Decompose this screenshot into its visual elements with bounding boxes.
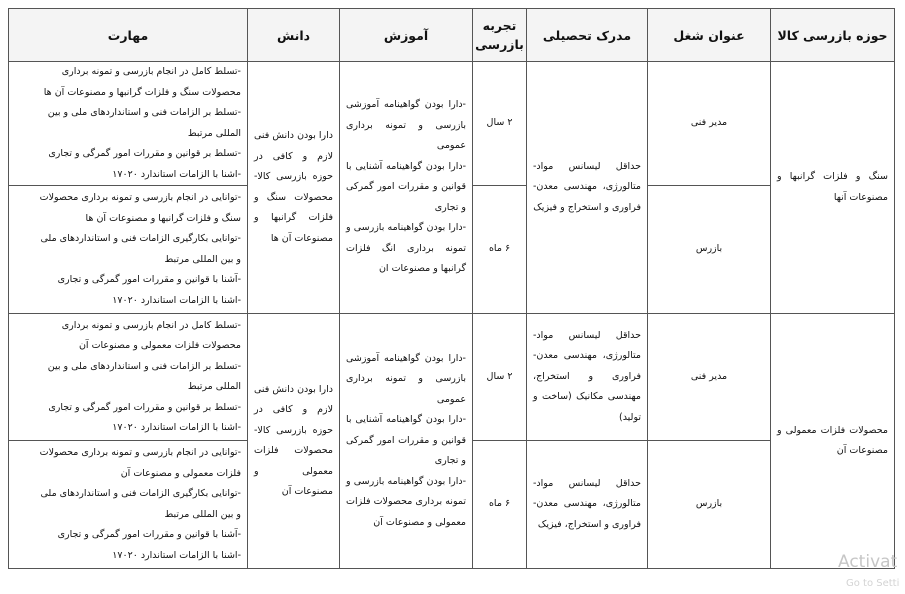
- skill-line: -اشنا با الزامات استاندارد ۱۷۰۲۰: [112, 168, 241, 180]
- experience-cell: ۶ ماه: [473, 186, 527, 314]
- skill-line: -تسلط بر قوانین و مقررات امور گمرگی و تجاری: [48, 148, 241, 159]
- skill-line: -توانایی در انجام بازرسی و تمونه برداری محصولات: [39, 192, 241, 203]
- skill-cell: [9, 186, 248, 314]
- skill-line: -اشنا با الزامات استاندارد ۱۷۰۲۰: [112, 549, 241, 561]
- activation-watermark-subtext: Go to Setti: [846, 578, 900, 589]
- skill-line: فلزات معمولی و مصنوعات آن: [120, 467, 241, 479]
- header-experience: تجربه بازرسی: [473, 9, 527, 62]
- skill-line: -اشنا با الزامات استاندارد ۱۷۰۲۰: [112, 294, 241, 306]
- job-title-cell: بازرس: [648, 441, 771, 569]
- header-field: حوزه بازرسی کالا: [771, 9, 895, 62]
- degree-cell: حداقل لیسانس مواد- متالورژی، مهندسی معدن- فراوری و استخراج، فیزیک: [527, 441, 648, 569]
- activation-watermark: Activat: [838, 552, 898, 572]
- table-row: [9, 314, 895, 441]
- field-cell: سنگ و فلزات گرانبها و مصنوعات آنها: [771, 62, 895, 314]
- degree-cell: حداقل لیسانس مواد- متالورژی، مهندسی معدن- فراوری و استخراج و فیزیک: [527, 62, 648, 314]
- header-row: [9, 9, 895, 62]
- table-row: [9, 62, 895, 186]
- skill-line: -تسلط بر قوانین و مقررات امور گمرگی و تجاری: [48, 401, 241, 413]
- skill-cell: [9, 62, 248, 186]
- training-cell: -دارا بودن گواهینامه آموزشی بازرسی و تمونه برداری عمومی -دارا بودن گواهینامه آشنایی با قوانین و مقررات امور گمرکی و تجاری -دارا بودن گواهینامه بازرسی و تمونه برداری محصولات فلزات معمولی و مصنوعات آن: [340, 314, 473, 569]
- qualification-table: [8, 8, 895, 569]
- skill-cell: [9, 441, 248, 569]
- header-training: آموزش: [340, 9, 473, 62]
- skill-line: -توانایی بکارگیری الزامات فنی و استانداردهای ملی: [40, 233, 241, 244]
- header-skill: مهارت: [9, 9, 248, 62]
- training-cell: -دارا بودن گواهینامه آموزشی بازرسی و تمونه برداری عمومی -دارا بودن گواهینامه آشنایی با قوانین و مقررات امور گمرکی و تجاری -دارا بودن گواهینامه بازرسی و تمونه برداری انگ فلزات گرانبها و مصنوعات ان: [340, 62, 473, 314]
- skill-cell: [9, 314, 248, 441]
- skill-line: و بین المللی مرتبط: [164, 253, 241, 265]
- skill-line: -اشنا با الزامات استاندارد ۱۷۰۲۰: [112, 422, 241, 433]
- header-degree: مدرک تحصیلی: [527, 9, 648, 62]
- skill-line: محصولات سنگ و فلزات گرانبها و مصنوعات آن ها: [43, 86, 241, 98]
- job-title-cell: بازرس: [648, 186, 771, 314]
- skill-line: -تسلط کامل در انجام بازرسی و تمونه برداری: [61, 66, 241, 77]
- knowledge-cell: دارا بودن دانش فنی لازم و کافی در حوزه بازرسی کالا- محصولات فلزات معمولی و مصنوعات آن: [248, 314, 340, 569]
- skill-line: -تسلط بر الزامات فنی و استانداردهای ملی و بین: [47, 107, 241, 118]
- skill-line: -آشنا با قوانین و مقررات امور گمرگی و تجاری: [57, 274, 241, 285]
- experience-cell: ۶ ماه: [473, 441, 527, 569]
- skill-line: المللی مرتبط: [187, 381, 241, 392]
- field-cell: محصولات فلزات معمولی و مصنوعات آن: [771, 314, 895, 569]
- skill-line: المللی مرتبط: [187, 127, 241, 139]
- header-knowledge: دانش: [248, 9, 340, 62]
- document-page: [8, 8, 895, 569]
- skill-line: -توانایی بکارگیری الزامات فنی و استانداردهای ملی: [40, 488, 241, 499]
- skill-line: و بین المللی مرتبط: [164, 508, 241, 520]
- skill-line: سنگ و فلزات گرانبها و مصنوعات آن ها: [85, 212, 241, 224]
- skill-line: -تسلط کامل در انجام بازرسی و تمونه برداری: [61, 319, 241, 331]
- header-job-title: عنوان شغل: [648, 9, 771, 62]
- degree-cell: حداقل لیسانس مواد- متالورژی، مهندسی معدن- فراوری و استخراج، مهندسی مکانیک (ساخت و تولید): [527, 314, 648, 441]
- skill-line: محصولات فلزات معمولی و مصنوعات آن: [78, 340, 241, 351]
- experience-cell: ۲ سال: [473, 314, 527, 441]
- job-title-cell: مدیر فنی: [648, 314, 771, 441]
- knowledge-cell: دارا بودن دانش فنی لازم و کافی در حوزه بازرسی کالا- محصولات سنگ و فلزات گرانبها و مصنوعات آن ها: [248, 62, 340, 314]
- skill-line: -تسلط بر الزامات فنی و استانداردهای ملی و بین: [47, 360, 241, 372]
- skill-line: -توانایی در انجام بازرسی و تمونه برداری محصولات: [39, 447, 241, 458]
- job-title-cell: مدیر فنی: [648, 62, 771, 186]
- skill-line: -آشنا با قوانین و مقررات امور گمرگی و تجاری: [57, 529, 241, 540]
- experience-cell: ۲ سال: [473, 62, 527, 186]
